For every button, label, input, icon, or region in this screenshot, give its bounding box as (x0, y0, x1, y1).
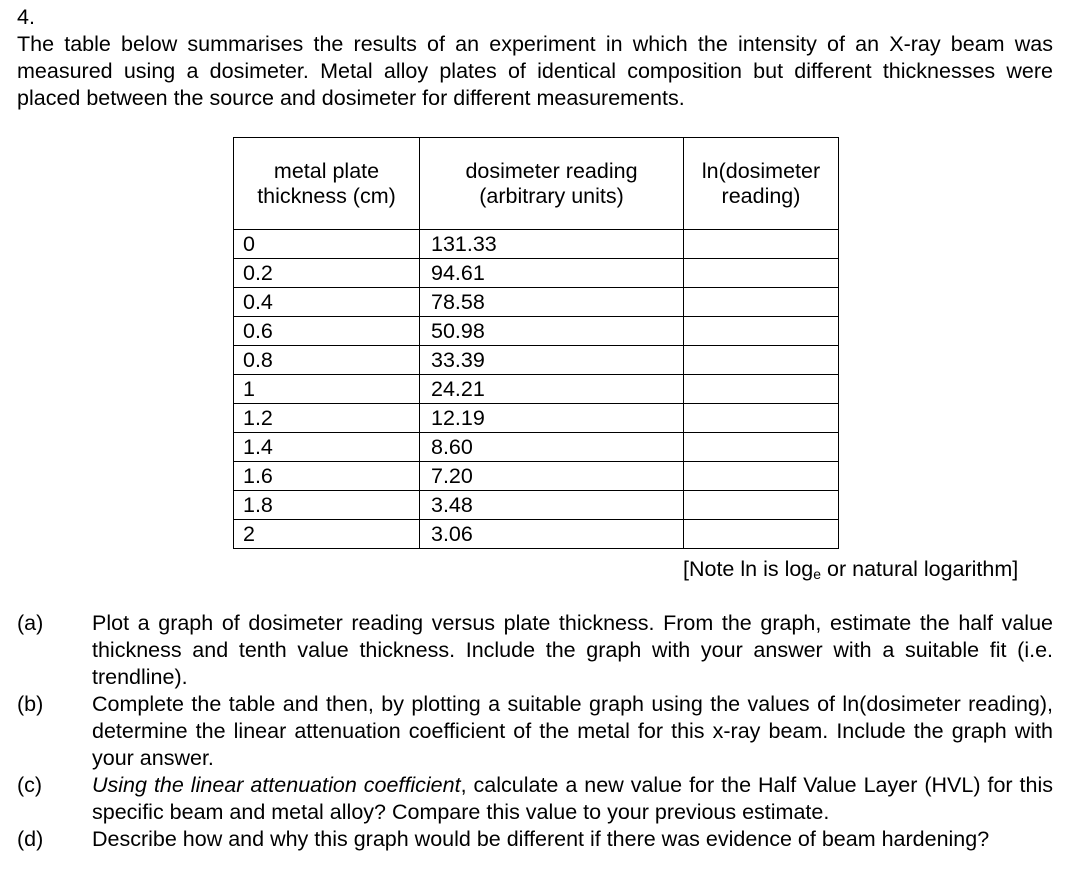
table-row (234, 375, 839, 404)
logarithm-note: [Note ln is $\log_e$ or natural logarithm] (683, 557, 1019, 582)
cell-reading: 3.48 (420, 491, 684, 520)
cell-reading: 12.19 (420, 404, 684, 433)
table-row (234, 288, 839, 317)
table-header-row (234, 138, 839, 230)
cell-ln (684, 520, 839, 549)
cell-reading: 8.60 (420, 433, 684, 462)
table-row (234, 491, 839, 520)
part-label: (d) (17, 827, 44, 851)
cell-thickness: 0.4 (234, 288, 420, 317)
cell-reading: 33.39 (420, 346, 684, 375)
part-a (17, 610, 1053, 691)
cell-ln (684, 462, 839, 491)
cell-reading: 24.21 (420, 375, 684, 404)
cell-ln (684, 404, 839, 433)
part-label: (c) (17, 773, 43, 797)
cell-reading: 7.20 (420, 462, 684, 491)
cell-thickness: 0.8 (234, 346, 420, 375)
table-row (234, 317, 839, 346)
table-row (234, 404, 839, 433)
cell-ln (684, 288, 839, 317)
cell-thickness: 0 (234, 230, 420, 259)
cell-ln (684, 375, 839, 404)
table-row (234, 520, 839, 549)
cell-ln (684, 491, 839, 520)
cell-ln (684, 259, 839, 288)
cell-ln (684, 317, 839, 346)
cell-thickness: 2 (234, 520, 420, 549)
cell-reading: 3.06 (420, 520, 684, 549)
table-row (234, 230, 839, 259)
part-text: Using the linear attenuation coefficient, calculate a new value for the Half Value Layer (HVL) for this specific beam and metal alloy? Compare this value to your previous estimate. (92, 773, 1053, 824)
cell-thickness: 1 (234, 375, 420, 404)
table-row (234, 462, 839, 491)
cell-thickness: 1.4 (234, 433, 420, 462)
table-row (234, 433, 839, 462)
cell-thickness: 1.8 (234, 491, 420, 520)
part-label: (a) (17, 611, 44, 635)
question-number: 4. (17, 5, 35, 29)
part-text: Plot a graph of dosimeter reading versus plate thickness. From the graph, estimate the half value thickness and tenth value thickness. Include the graph with your answer with a suitable fit (i.e. trendline). (92, 611, 1053, 689)
part-text: Describe how and why this graph would be different if there was evidence of beam hardening? (92, 827, 990, 851)
table-row (234, 346, 839, 375)
header-thickness: metal plate thickness (cm) (234, 138, 420, 230)
table-row (234, 259, 839, 288)
results-table (233, 137, 839, 549)
cell-ln (684, 346, 839, 375)
part-text: Complete the table and then, by plotting a suitable graph using the values of ln(dosimeter reading), determine the linear attenuation coefficient of the metal for this x-ray beam. Include the graph with your answer. (92, 692, 1053, 770)
cell-thickness: 1.2 (234, 404, 420, 433)
part-b (17, 691, 1053, 772)
part-d (17, 826, 1053, 853)
header-ln-reading: ln(dosimeter reading) (684, 138, 839, 230)
cell-thickness: 0.6 (234, 317, 420, 346)
cell-thickness: 0.2 (234, 259, 420, 288)
part-label: (b) (17, 692, 44, 716)
cell-reading: 94.61 (420, 259, 684, 288)
cell-reading: 131.33 (420, 230, 684, 259)
cell-thickness: 1.6 (234, 462, 420, 491)
cell-reading: 50.98 (420, 317, 684, 346)
cell-ln (684, 230, 839, 259)
header-dosimeter-reading: dosimeter reading (arbitrary units) (420, 138, 684, 230)
question-intro: The table below summarises the results of an experiment in which the intensity of an X-ray beam was measured using a dosimeter. Metal alloy plates of identical composition but different thicknesses were placed between the source and dosimeter for different measurements. (17, 32, 1053, 110)
cell-ln (684, 433, 839, 462)
part-c (17, 772, 1053, 826)
part-emphasis: Using the linear attenuation coefficient (92, 773, 461, 797)
cell-reading: 78.58 (420, 288, 684, 317)
